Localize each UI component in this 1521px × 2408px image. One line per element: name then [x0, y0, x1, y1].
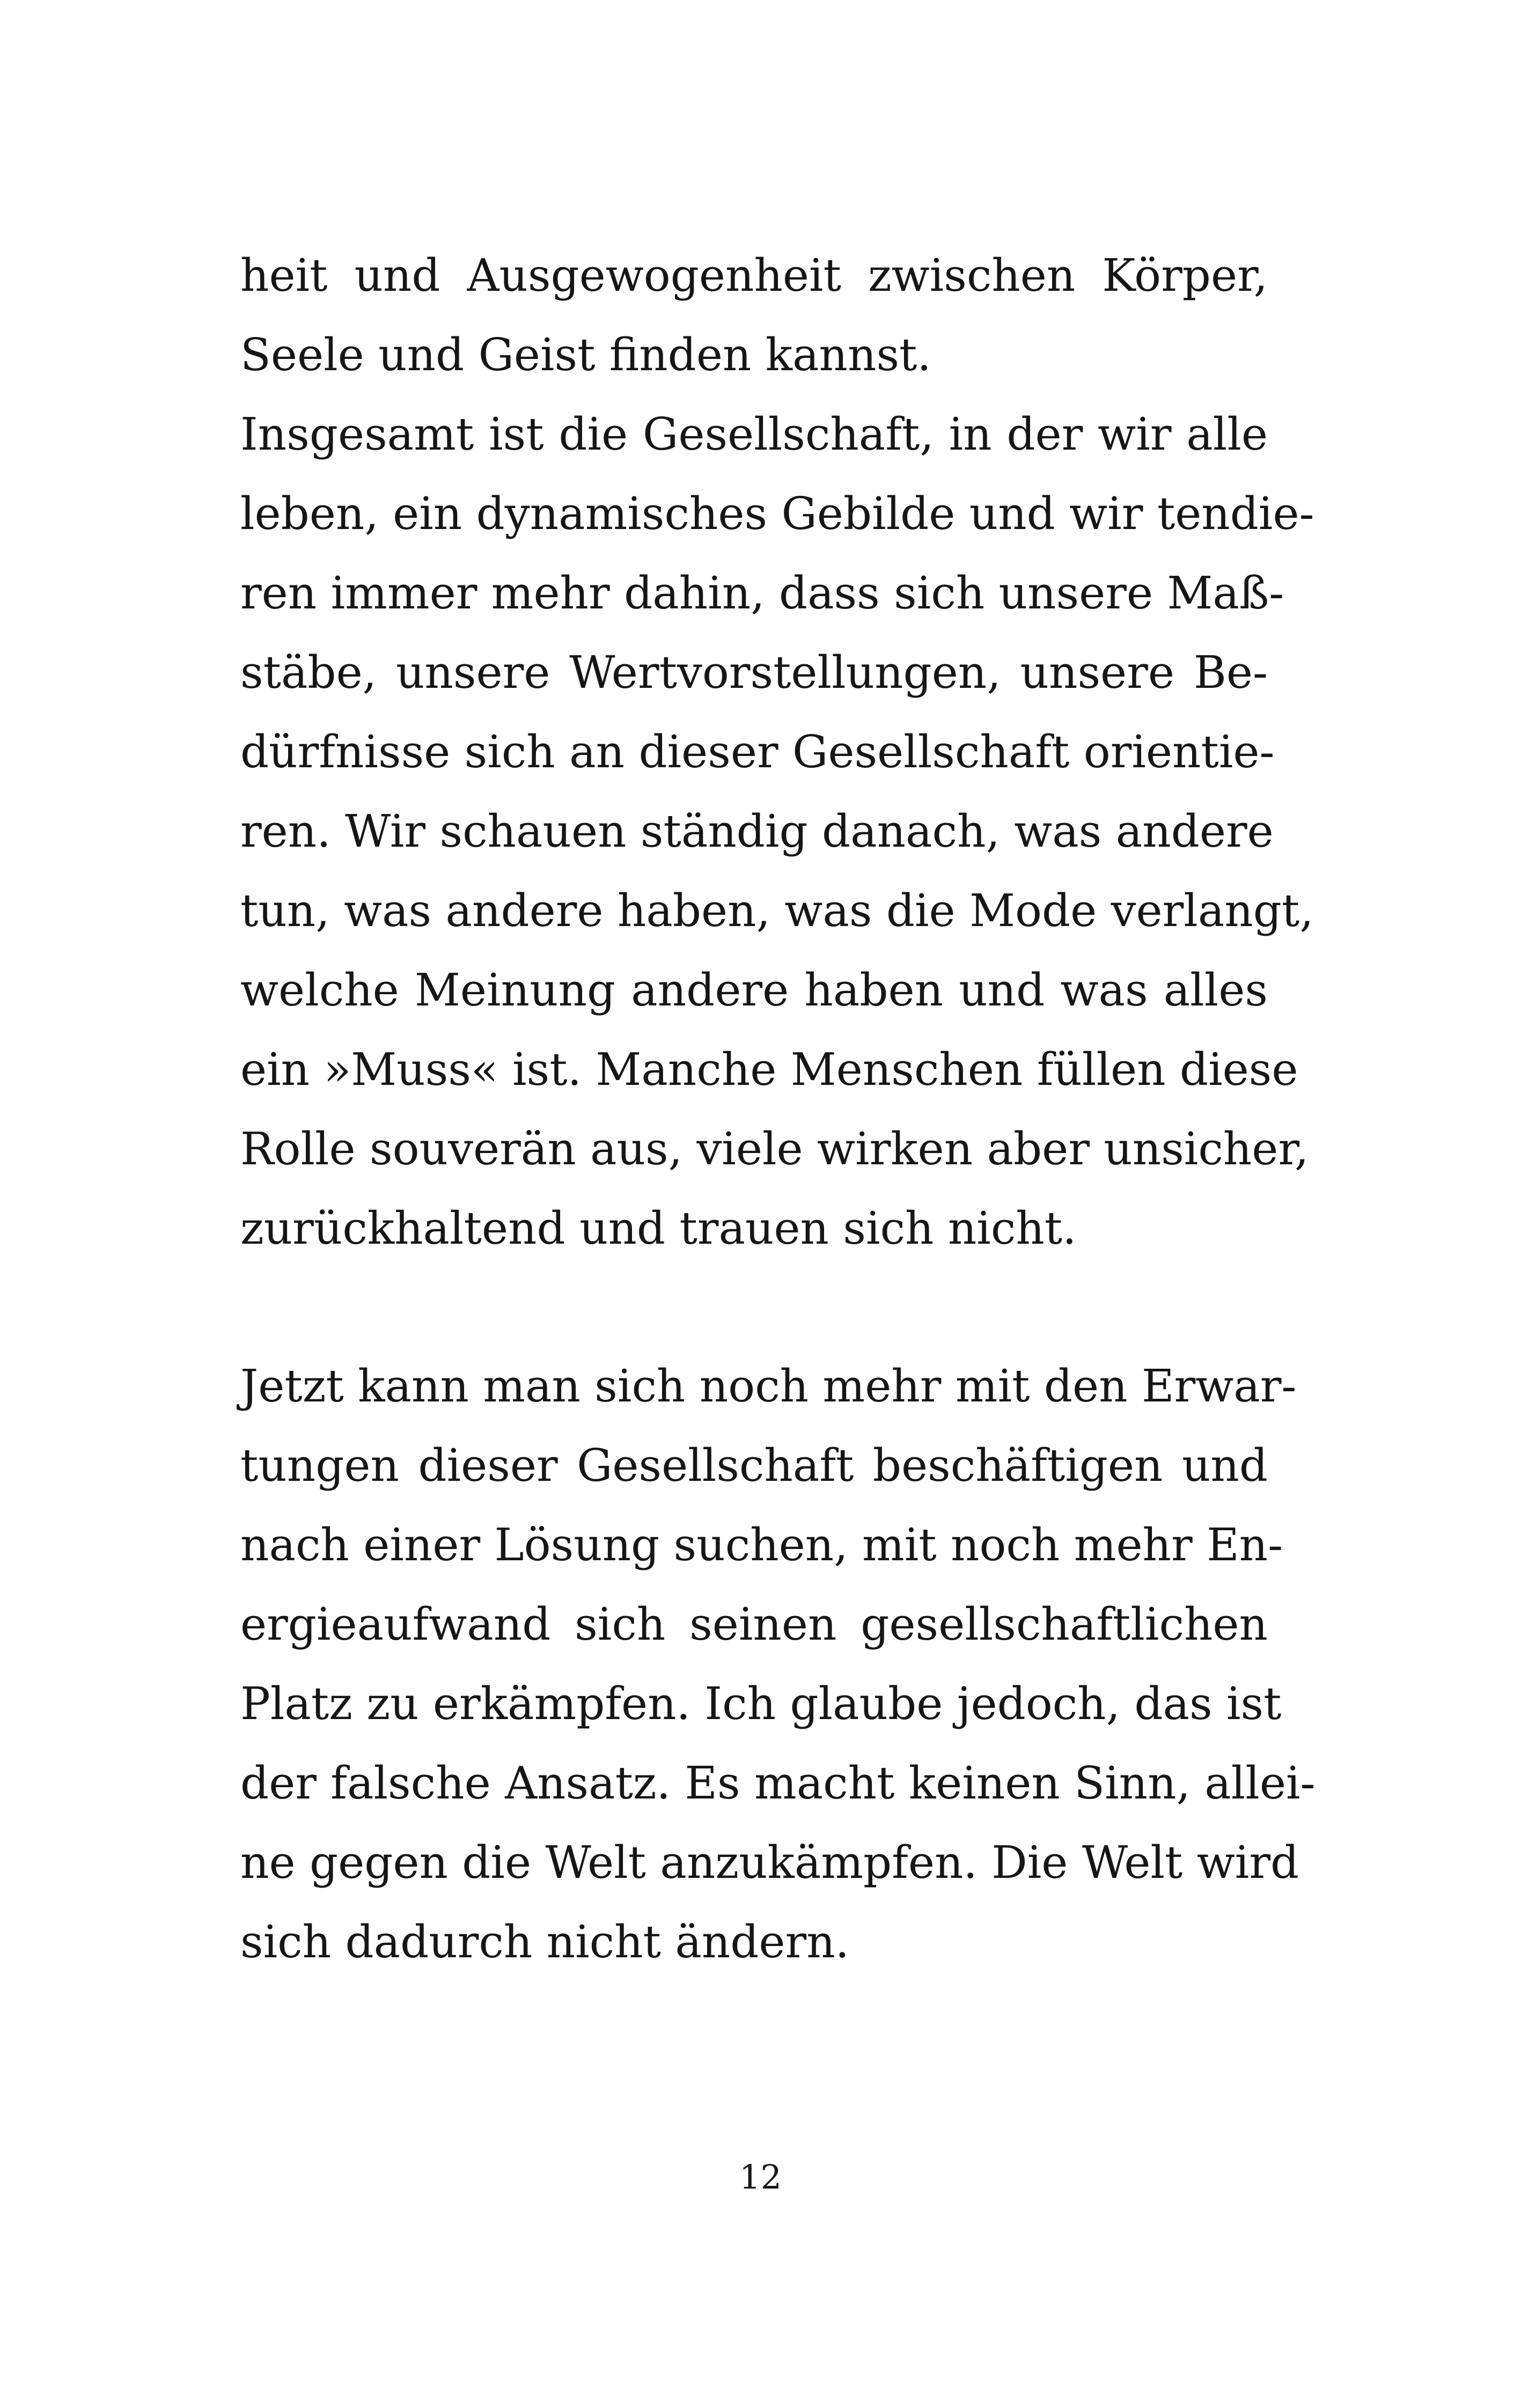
text-line: Insgesamt ist die Gesellschaft, in der wir alle [240, 408, 1268, 460]
text-line: tungen dieser Gesellschaft beschäftigen und [240, 1440, 1268, 1492]
text-line: ein »Muss« ist. Manche Menschen füllen diese [240, 1044, 1298, 1096]
text-line: ne gegen die Welt anzukämpfen. Die Welt wird [240, 1837, 1299, 1889]
page-number: 12 [739, 2157, 782, 2197]
paragraph-2 [240, 1347, 1316, 1982]
text-line: heit und Ausgewogenheit zwischen Körper, [240, 249, 1268, 302]
text-line: stäbe, unsere Wertvorstellungen, unsere Be- [240, 647, 1268, 699]
text-line: dürfnisse sich an dieser Gesellschaft orientie- [240, 726, 1275, 778]
text-line: der falsche Ansatz. Es macht keinen Sinn, allei- [240, 1757, 1316, 1809]
text-line: sich dadurch nicht ändern. [240, 1916, 850, 1968]
text-line: leben, ein dynamisches Gebilde und wir tendie- [240, 488, 1314, 540]
text-line: tun, was andere haben, was die Mode verlangt, [240, 885, 1314, 937]
text-line: ren. Wir schauen ständig danach, was andere [240, 805, 1274, 857]
text-line: nach einer Lösung suchen, mit noch mehr En- [240, 1519, 1283, 1571]
text-line: Seele und Geist finden kannst. [240, 329, 931, 381]
text-line: ergieaufwand sich seinen gesellschaftlichen [240, 1598, 1268, 1650]
paragraph-1 [240, 236, 1314, 1268]
text-line: welche Meinung andere haben und was alles [240, 964, 1268, 1016]
text-line: ren immer mehr dahin, dass sich unsere Maß- [240, 567, 1284, 619]
text-line: Rolle souverän aus, viele wirken aber unsicher, [240, 1123, 1309, 1175]
text-line: Jetzt kann man sich noch mehr mit den Erwar- [240, 1360, 1297, 1412]
text-line: zurückhaltend und trauen sich nicht. [240, 1202, 1077, 1254]
text-line: Platz zu erkämpfen. Ich glaube jedoch, das ist [240, 1678, 1282, 1730]
